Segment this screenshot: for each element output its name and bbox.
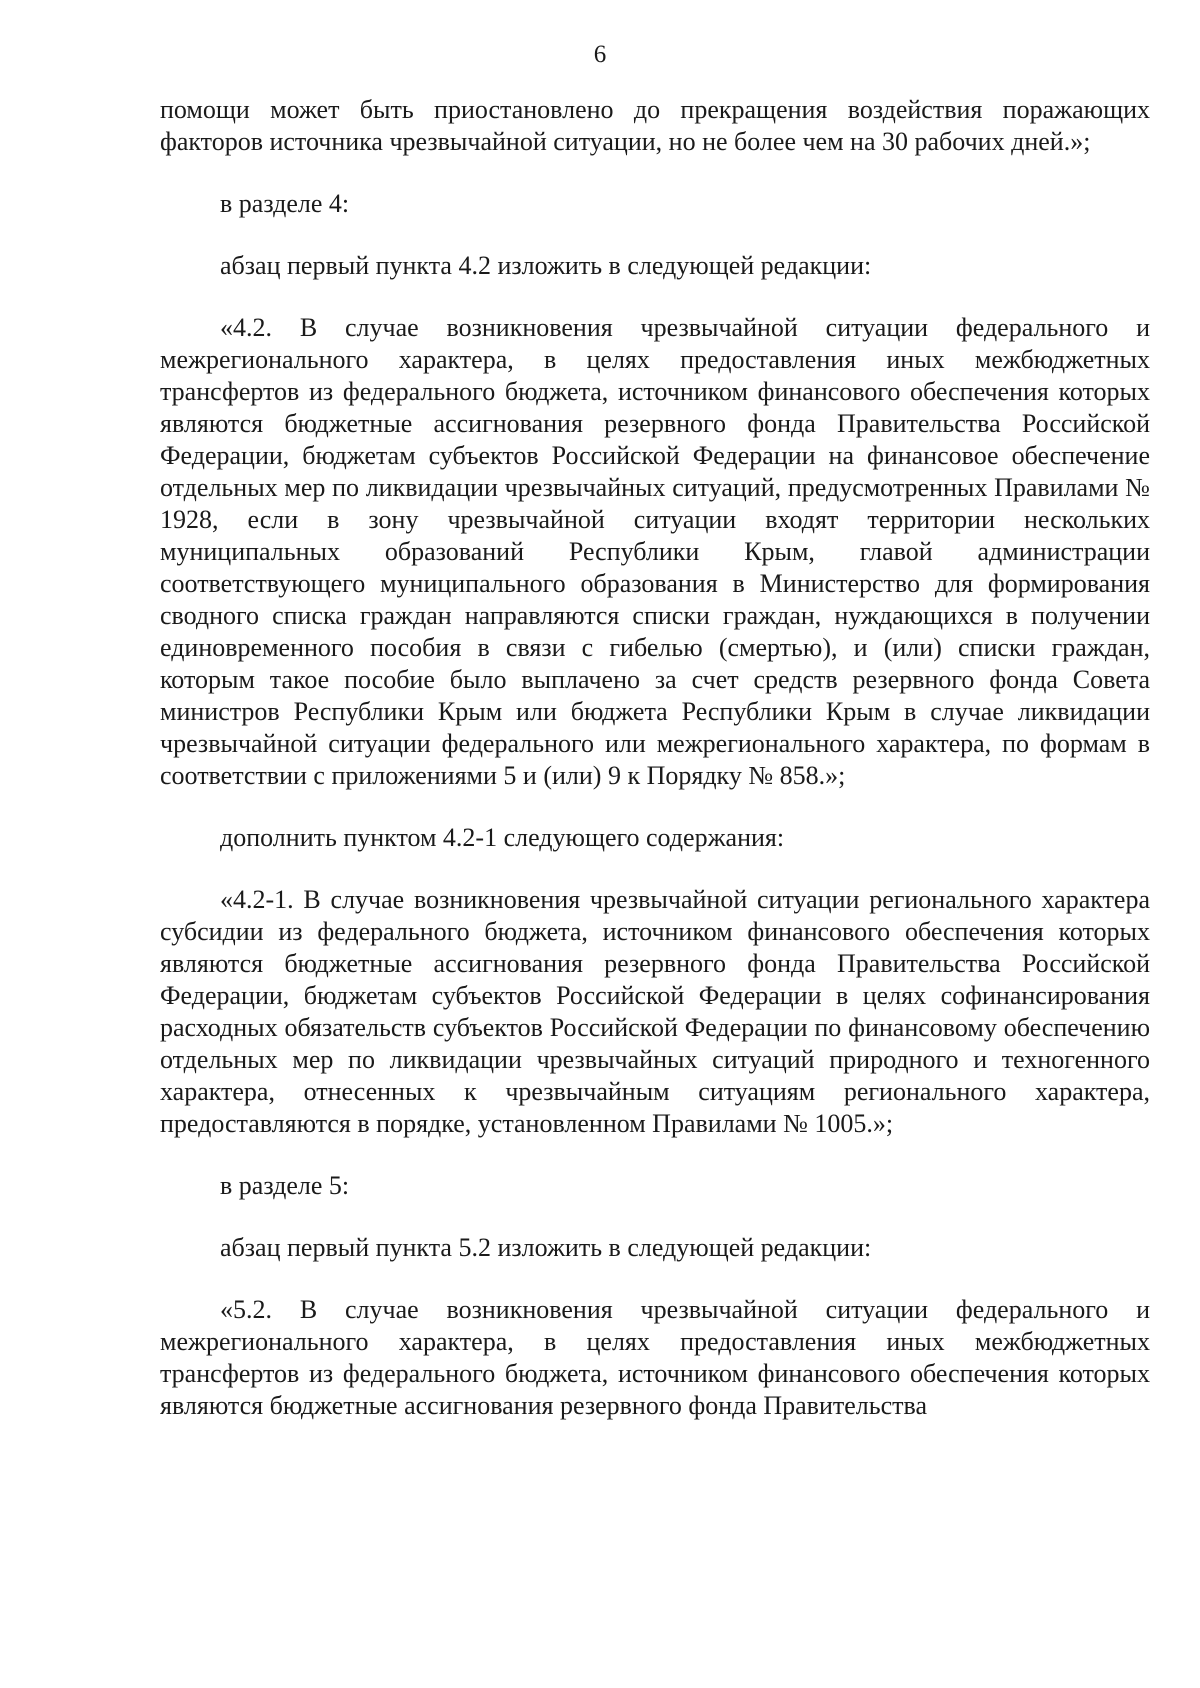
paragraph-clause-5-2: «5.2. В случае возникновения чрезвычайной ситуации федерального и межрегионального характера, в целях предоставления иных межбюджетных трансфертов из федерального бюджета, источником финансового обеспечения которых являются бюджетные ассигнования резервного фонда Правительства [160, 1295, 1150, 1420]
paragraph-amend-5-2-intro: абзац первый пункта 5.2 изложить в следующей редакции: [220, 1233, 872, 1262]
page-number: 6 [593, 41, 607, 68]
paragraph-section-5-heading: в разделе 5: [220, 1171, 350, 1200]
paragraph-amend-4-2-intro: абзац первый пункта 4.2 изложить в следующей редакции: [220, 251, 872, 280]
document-body [160, 94, 1150, 1422]
paragraph-add-4-2-1-intro: дополнить пунктом 4.2-1 следующего содержания: [220, 823, 785, 852]
paragraph-section-4-heading: в разделе 4: [220, 189, 350, 218]
paragraph-continuation: помощи может быть приостановлено до прекращения воздействия поражающих факторов источника чрезвычайной ситуации, но не более чем на 30 рабочих дней.»; [160, 95, 1150, 156]
paragraph-clause-4-2-1: «4.2-1. В случае возникновения чрезвычайной ситуации регионального характера субсидии из федерального бюджета, источником финансового обеспечения которых являются бюджетные ассигнования резервного фонда Правительства Российской Федерации, бюджетам субъектов Российской Федерации в целях софинансирования расходных обязательств субъектов Российской Федерации по финансовому обеспечению отдельных мер по ликвидации чрезвычайных ситуаций природного и техногенного характера, отнесенных к чрезвычайным ситуациям регионального характера, предоставляются в порядке, установленном Правилами № 1005.»; [160, 885, 1150, 1138]
paragraph-clause-4-2: «4.2. В случае возникновения чрезвычайной ситуации федерального и межрегионального характера, в целях предоставления иных межбюджетных трансфертов из федерального бюджета, источником финансового обеспечения которых являются бюджетные ассигнования резервного фонда Правительства Российской Федерации, бюджетам субъектов Российской Федерации на финансовое обеспечение отдельных мер по ликвидации чрезвычайных ситуаций, предусмотренных Правилами № 1928, если в зону чрезвычайной ситуации входят территории нескольких муниципальных образований Республики Крым, главой администрации соответствующего муниципального образования в Министерство для формирования сводного списка граждан направляются списки граждан, нуждающихся в получении единовременного пособия в связи с гибелью (смертью), и (или) списки граждан, которым такое пособие было выплачено за счет средств резервного фонда Совета министров Республики Крым или бюджета Республики Крым в случае ликвидации чрезвычайной ситуации федерального или межрегионального характера, по формам в соответствии с приложениями 5 и (или) 9 к Порядку № 858.»; [160, 313, 1150, 790]
